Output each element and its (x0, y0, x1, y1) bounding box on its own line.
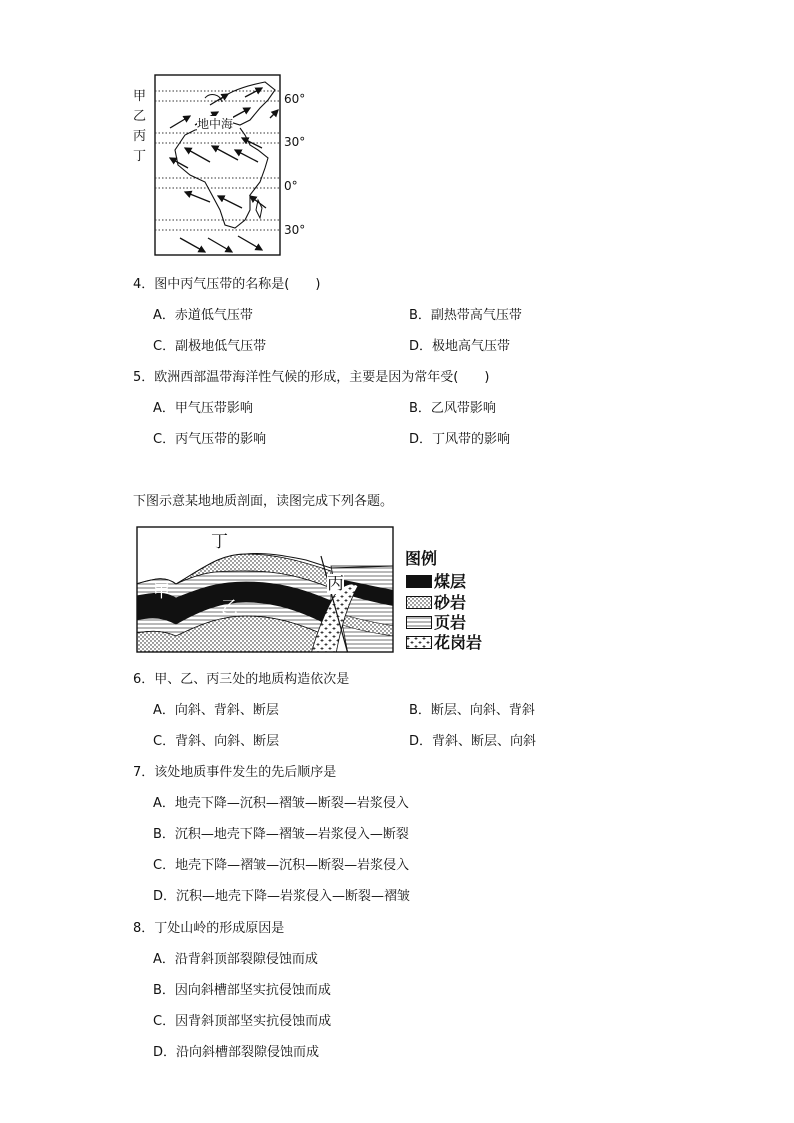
question-8-option-a: A．沿背斜顶部裂隙侵蚀而成 (153, 952, 318, 967)
question-8-option-d: D．沿向斜槽部裂隙侵蚀而成 (153, 1045, 320, 1060)
question-7-option-c: C．地壳下降—褶皱—沉积—断裂—岩浆侵入 (153, 858, 410, 873)
latitude-60: 60° (284, 92, 306, 106)
question-7-option-b: B．沉积—地壳下降—褶皱—岩浆侵入—断裂 (153, 827, 409, 842)
legend-swatch-shale (406, 616, 432, 629)
label-ding: 丁 (133, 149, 147, 164)
legend-shale: 页岩 (434, 613, 467, 632)
question-6-stem: 6．甲、乙、丙三处的地质构造依次是 (133, 672, 350, 687)
question-5-option-d: D．丁风带的影响 (409, 432, 511, 447)
section-label-yi: 乙 (221, 598, 238, 618)
latitude-30n: 30° (284, 135, 306, 149)
latitude-0: 0° (284, 179, 298, 193)
question-5-option-a: A．甲气压带影响 (153, 401, 253, 416)
section-label-jia: 甲 (153, 582, 170, 602)
question-6-option-c: C．背斜、向斜、断层 (153, 734, 280, 749)
question-8-option-b: B．因向斜槽部坚实抗侵蚀而成 (153, 983, 331, 998)
question-7-option-d: D．沉积—地壳下降—岩浆侵入—断裂—褶皱 (153, 889, 411, 904)
question-4-option-b: B．副热带高气压带 (409, 308, 522, 323)
question-5-option-c: C．丙气压带的影响 (153, 432, 267, 447)
label-bing: 丙 (133, 129, 147, 144)
question-6-option-a: A．向斜、背斜、断层 (153, 703, 279, 718)
question-4-option-d: D．极地高气压带 (409, 339, 511, 354)
question-4-stem: 4．图中丙气压带的名称是( ) (133, 277, 321, 292)
question-6-option-b: B．断层、向斜、背斜 (409, 703, 535, 718)
question-6-option-d: D．背斜、断层、向斜 (409, 734, 537, 749)
legend-swatch-coal (406, 575, 432, 588)
legend-swatch-sandstone (406, 596, 432, 609)
question-8-stem: 8．丁处山岭的形成原因是 (133, 921, 285, 936)
question-4-option-c: C．副极地低气压带 (153, 339, 267, 354)
question-5-stem: 5．欧洲西部温带海洋性气候的形成，主要是因为常年受( ) (133, 370, 490, 385)
question-5-option-b: B．乙风带影响 (409, 401, 496, 416)
question-7-option-a: A．地壳下降—沉积—褶皱—断裂—岩浆侵入 (153, 796, 409, 811)
section-label-bing: 丙 (327, 574, 344, 594)
latitude-30s: 30° (284, 223, 306, 237)
legend-swatch-granite (406, 636, 432, 649)
question-8-option-c: C．因背斜顶部坚实抗侵蚀而成 (153, 1014, 332, 1029)
section-label-ding: 丁 (211, 532, 228, 552)
legend-title: 图例 (405, 549, 438, 568)
question-7-stem: 7．该处地质事件发生的先后顺序是 (133, 765, 337, 780)
legend-granite: 花岗岩 (434, 633, 483, 652)
label-yi: 乙 (133, 109, 147, 124)
section-intro: 下图示意某地地质剖面，读图完成下列各题。 (133, 494, 394, 509)
label-jia: 甲 (133, 89, 147, 104)
legend-coal: 煤层 (434, 572, 467, 591)
sea-label-mediterranean: 地中海 (197, 117, 234, 131)
question-4-option-a: A．赤道低气压带 (153, 308, 253, 323)
legend-sandstone: 砂岩 (434, 593, 467, 612)
geologic-cross-section (136, 526, 396, 654)
